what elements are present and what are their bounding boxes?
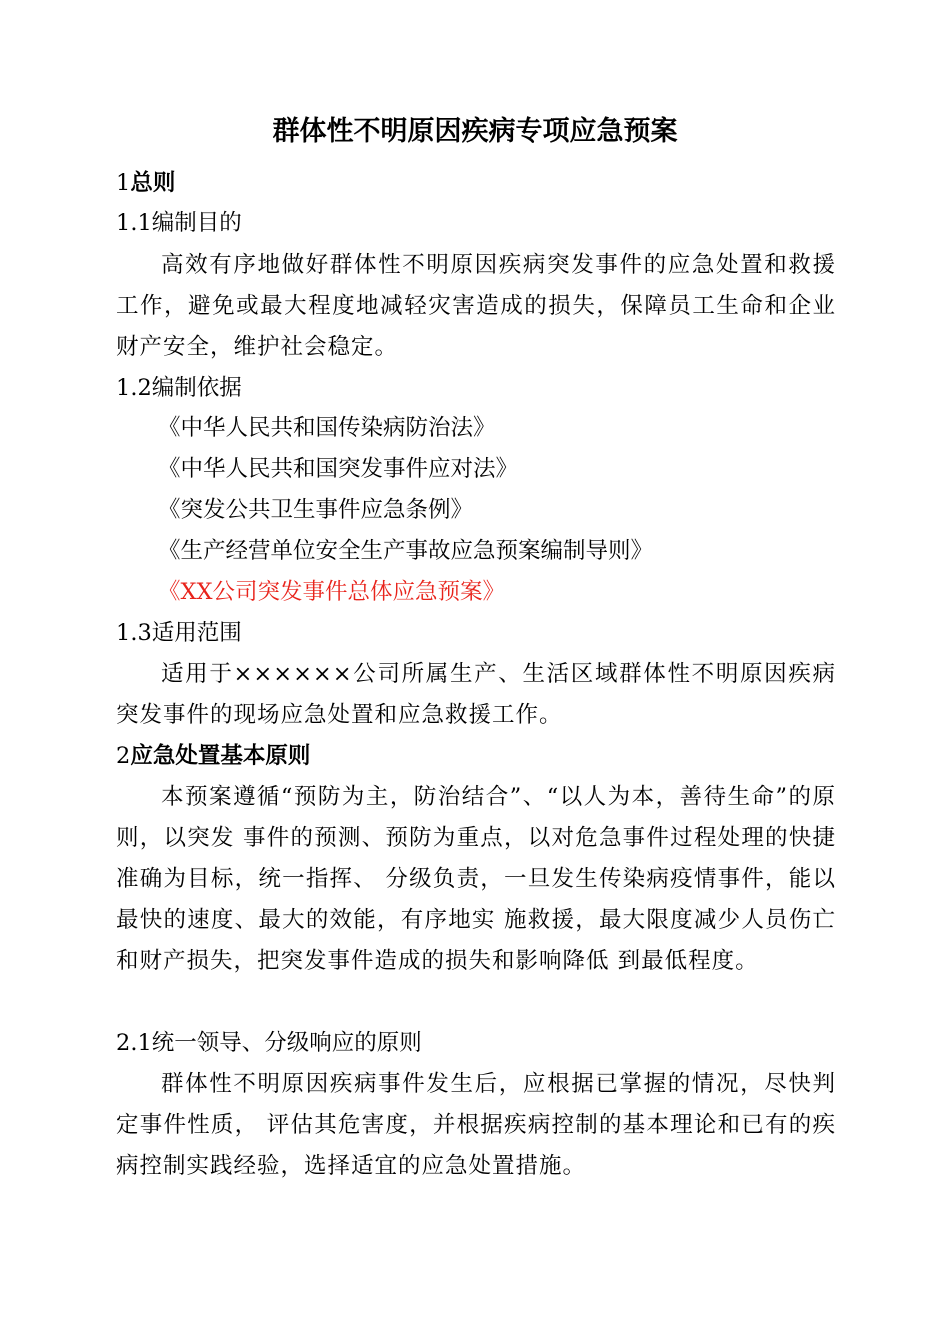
section-2-heading bbox=[116, 736, 310, 776]
section-1-3-paragraph: 适用于××××××公司所属生产、生活区域群体性不明原因疾病突发事件的现场应急处置和应急救援工作。 bbox=[116, 661, 836, 728]
section-1-1-paragraph: 高效有序地做好群体性不明原因疾病突发事件的应急处置和救援工作，避免或最大程度地减轻灾害造成的损失，保障员工生命和企业财产安全，维护社会稳定。 bbox=[116, 252, 836, 360]
reference-item: 《中华人民共和国传染病防治法》 bbox=[158, 415, 496, 441]
reference-item: 《突发公共卫生事件应急条例》 bbox=[158, 497, 474, 523]
section-2-title: 应急处置基本原则 bbox=[130, 743, 311, 769]
section-2-1-paragraph: 群体性不明原因疾病事件发生后，应根据已掌握的情况，尽快判定事件性质， 评估其危害度，并根据疾病控制的基本理论和已有的疾病控制实践经验，选择适宜的应急处置措施。 bbox=[116, 1071, 836, 1179]
section-2-1-heading: 2.1统一领导、分级响应的原则 bbox=[116, 1030, 422, 1056]
section-1-3-heading: 1.3适用范围 bbox=[116, 620, 242, 646]
reference-item: 《中华人民共和国突发事件应对法》 bbox=[158, 456, 519, 482]
section-1-heading bbox=[116, 163, 175, 203]
reference-item-highlighted: 《XX公司突发事件总体应急预案》 bbox=[158, 579, 506, 605]
reference-item: 《生产经营单位安全生产事故应急预案编制导则》 bbox=[158, 538, 654, 564]
section-1-title: 总则 bbox=[130, 170, 176, 196]
document-title: 群体性不明原因疾病专项应急预案 bbox=[272, 116, 678, 147]
section-2-paragraph: 本预案遵循“预防为主，防治结合”、“以人为本，善待生命”的原则，以突发 事件的预测、预防为重点，以对危急事件过程处理的快捷准确为目标，统一指挥、 分级负责，一旦发生传染病疫情事件，能以最快的速度、最大的效能，有序地实 施救援，最大限度减少人员伤亡和财产损失，把突发事件造成的损失和影响降低 到最低程度。 bbox=[116, 784, 836, 974]
section-1-1-heading: 1.1编制目的 bbox=[116, 210, 242, 236]
section-2-number: 2 bbox=[116, 743, 131, 769]
section-1-number: 1 bbox=[116, 170, 131, 196]
section-1-2-heading: 1.2编制依据 bbox=[116, 375, 242, 401]
